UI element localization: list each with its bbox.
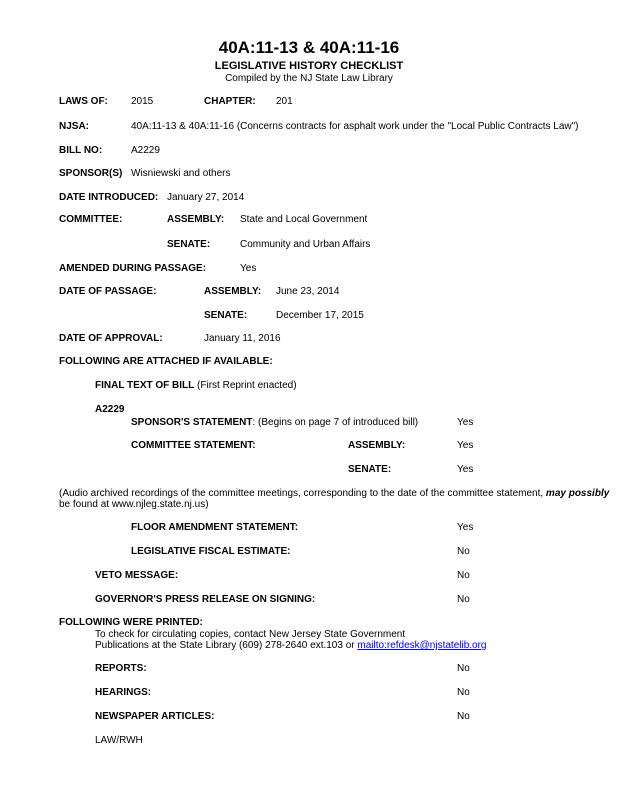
- audio-note-text: (Audio archived recordings of the committee meetings, corresponding to the date of the committee statement,: [59, 488, 546, 499]
- final-text-row: [95, 380, 297, 392]
- sponsor-statement-value: Yes: [457, 417, 474, 428]
- sponsor-statement-row: [131, 417, 418, 429]
- newspaper-articles-value: No: [457, 711, 470, 722]
- passage-assembly-label: ASSEMBLY:: [204, 286, 262, 297]
- floor-amendment-label: FLOOR AMENDMENT STATEMENT:: [131, 522, 299, 533]
- committee-assembly-label: ASSEMBLY:: [167, 214, 225, 225]
- passage-senate-label: SENATE:: [204, 310, 248, 321]
- final-text-label: FINAL TEXT OF BILL: [95, 380, 195, 391]
- laws-of-label: LAWS OF:: [59, 96, 108, 107]
- date-introduced-label: DATE INTRODUCED:: [59, 192, 159, 203]
- chapter-value: 201: [276, 96, 293, 107]
- document-title: 40A:11-13 & 40A:11-16: [218, 38, 400, 57]
- sponsors-value: Wisniewski and others: [131, 168, 231, 179]
- veto-message-value: No: [457, 570, 470, 581]
- printed-note-text: Publications at the State Library (609) 278-2640 ext.103 or: [95, 640, 358, 651]
- date-of-passage-label: DATE OF PASSAGE:: [59, 286, 157, 297]
- committee-statement-assembly-value: Yes: [457, 440, 474, 451]
- sponsor-statement-note: : (Begins on page 7 of introduced bill): [252, 417, 419, 428]
- floor-amendment-value: Yes: [457, 522, 474, 533]
- final-text-note: (First Reprint enacted): [194, 380, 297, 391]
- newspaper-articles-label: NEWSPAPER ARTICLES:: [95, 711, 215, 722]
- committee-statement-assembly-label: ASSEMBLY:: [348, 440, 406, 451]
- compiled-by: Compiled by the NJ State Law Library: [225, 73, 393, 84]
- committee-assembly-value: State and Local Government: [240, 214, 368, 225]
- committee-senate-value: Community and Urban Affairs: [240, 239, 371, 250]
- refdesk-email-link[interactable]: mailto:refdesk@njstatelib.org: [357, 640, 487, 651]
- committee-statement-senate-value: Yes: [457, 464, 474, 475]
- attached-heading: FOLLOWING ARE ATTACHED IF AVAILABLE:: [59, 356, 273, 367]
- date-of-approval-value: January 11, 2016: [204, 333, 281, 344]
- hearings-value: No: [457, 687, 470, 698]
- laws-of-value: 2015: [131, 96, 154, 107]
- committee-senate-label: SENATE:: [167, 239, 211, 250]
- sponsors-label: SPONSOR(S): [59, 168, 123, 179]
- footer-code: LAW/RWH: [95, 735, 143, 746]
- fiscal-estimate-value: No: [457, 546, 470, 557]
- audio-note-emphasis: may possibly: [545, 488, 610, 499]
- attached-bill-number: A2229: [95, 404, 125, 415]
- printed-heading: FOLLOWING WERE PRINTED:: [59, 617, 203, 628]
- committee-label: COMMITTEE:: [59, 214, 123, 225]
- hearings-label: HEARINGS:: [95, 687, 152, 698]
- passage-assembly-value: June 23, 2014: [276, 286, 340, 297]
- njsa-label: NJSA:: [59, 121, 90, 132]
- chapter-label: CHAPTER:: [204, 96, 256, 107]
- press-release-value: No: [457, 594, 470, 605]
- committee-statement-senate-label: SENATE:: [348, 464, 392, 475]
- passage-senate-value: December 17, 2015: [276, 310, 364, 321]
- document-subtitle: LEGISLATIVE HISTORY CHECKLIST: [214, 60, 404, 72]
- audio-note-line-2: be found at www.njleg.state.nj.us): [59, 499, 209, 510]
- press-release-label: GOVERNOR'S PRESS RELEASE ON SIGNING:: [95, 594, 316, 605]
- sponsor-statement-label: SPONSOR'S STATEMENT: [131, 417, 253, 428]
- date-introduced-value: January 27, 2014: [167, 192, 245, 203]
- amended-label: AMENDED DURING PASSAGE:: [59, 263, 207, 274]
- bill-no-label: BILL NO:: [59, 145, 103, 156]
- veto-message-label: VETO MESSAGE:: [95, 570, 179, 581]
- reports-label: REPORTS:: [95, 663, 147, 674]
- reports-value: No: [457, 663, 470, 674]
- printed-note-line-1: To check for circulating copies, contact New Jersey State Government: [95, 629, 406, 640]
- bill-no-value: A2229: [131, 145, 160, 156]
- fiscal-estimate-label: LEGISLATIVE FISCAL ESTIMATE:: [131, 546, 291, 557]
- njsa-value: 40A:11-13 & 40A:11-16 (Concerns contracts for asphalt work under the "Local Public Contracts Law"): [131, 121, 579, 132]
- date-of-approval-label: DATE OF APPROVAL:: [59, 333, 163, 344]
- committee-statement-label: COMMITTEE STATEMENT:: [131, 440, 256, 451]
- amended-value: Yes: [240, 263, 257, 274]
- printed-note-line-2: [95, 640, 487, 652]
